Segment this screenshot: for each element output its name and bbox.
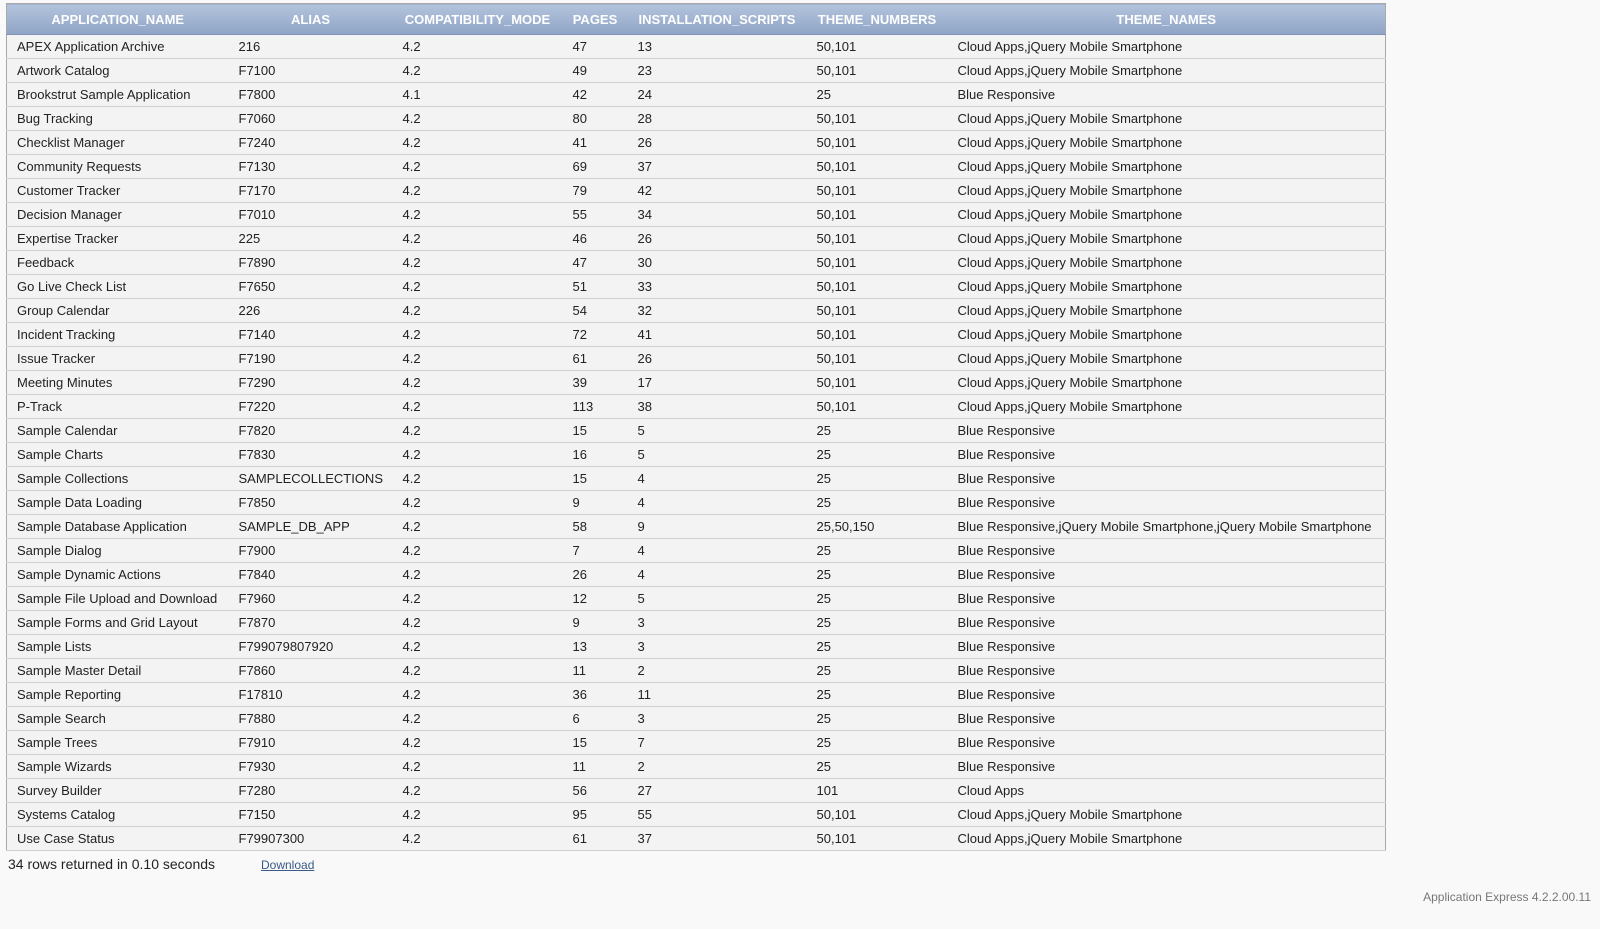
cell-theme-numbers: 25 (807, 755, 948, 779)
cell-compatibility-mode: 4.2 (393, 371, 563, 395)
cell-application-name: Group Calendar (7, 299, 229, 323)
cell-theme-names: Blue Responsive (948, 755, 1386, 779)
table-row (7, 755, 1386, 779)
cell-compatibility-mode: 4.2 (393, 827, 563, 851)
table-row (7, 275, 1386, 299)
table-row (7, 443, 1386, 467)
cell-theme-names: Cloud Apps,jQuery Mobile Smartphone (948, 347, 1386, 371)
cell-pages: 69 (563, 155, 628, 179)
table-row (7, 467, 1386, 491)
cell-alias: F7130 (229, 155, 393, 179)
cell-installation-scripts: 26 (628, 227, 807, 251)
cell-theme-names: Cloud Apps,jQuery Mobile Smartphone (948, 251, 1386, 275)
cell-application-name: Sample Search (7, 707, 229, 731)
cell-application-name: Community Requests (7, 155, 229, 179)
cell-installation-scripts: 5 (628, 587, 807, 611)
cell-theme-numbers: 25 (807, 539, 948, 563)
cell-installation-scripts: 5 (628, 443, 807, 467)
cell-alias: 226 (229, 299, 393, 323)
cell-pages: 113 (563, 395, 628, 419)
cell-pages: 9 (563, 491, 628, 515)
cell-pages: 6 (563, 707, 628, 731)
cell-alias: F7860 (229, 659, 393, 683)
cell-compatibility-mode: 4.2 (393, 779, 563, 803)
cell-alias: F7240 (229, 131, 393, 155)
cell-theme-numbers: 50,101 (807, 179, 948, 203)
cell-installation-scripts: 32 (628, 299, 807, 323)
cell-theme-numbers: 101 (807, 779, 948, 803)
cell-application-name: Artwork Catalog (7, 59, 229, 83)
cell-theme-names: Cloud Apps,jQuery Mobile Smartphone (948, 803, 1386, 827)
cell-theme-numbers: 50,101 (807, 155, 948, 179)
column-header-theme-numbers: THEME_NUMBERS (807, 4, 948, 35)
cell-pages: 54 (563, 299, 628, 323)
cell-compatibility-mode: 4.2 (393, 563, 563, 587)
cell-application-name: Sample Data Loading (7, 491, 229, 515)
cell-installation-scripts: 38 (628, 395, 807, 419)
cell-theme-names: Cloud Apps,jQuery Mobile Smartphone (948, 395, 1386, 419)
table-row (7, 371, 1386, 395)
cell-theme-numbers: 25 (807, 563, 948, 587)
cell-application-name: Sample Forms and Grid Layout (7, 611, 229, 635)
cell-compatibility-mode: 4.2 (393, 467, 563, 491)
table-row (7, 131, 1386, 155)
cell-pages: 11 (563, 755, 628, 779)
cell-compatibility-mode: 4.2 (393, 395, 563, 419)
cell-application-name: Sample Trees (7, 731, 229, 755)
cell-theme-numbers: 25 (807, 635, 948, 659)
cell-compatibility-mode: 4.2 (393, 179, 563, 203)
column-header-installation-scripts: INSTALLATION_SCRIPTS (628, 4, 807, 35)
cell-alias: F7830 (229, 443, 393, 467)
cell-application-name: Issue Tracker (7, 347, 229, 371)
cell-installation-scripts: 34 (628, 203, 807, 227)
cell-pages: 49 (563, 59, 628, 83)
cell-application-name: Sample Reporting (7, 683, 229, 707)
cell-compatibility-mode: 4.2 (393, 227, 563, 251)
table-row (7, 659, 1386, 683)
cell-theme-numbers: 50,101 (807, 131, 948, 155)
cell-installation-scripts: 42 (628, 179, 807, 203)
cell-application-name: Bug Tracking (7, 107, 229, 131)
cell-installation-scripts: 3 (628, 707, 807, 731)
cell-theme-numbers: 25 (807, 731, 948, 755)
cell-installation-scripts: 33 (628, 275, 807, 299)
cell-compatibility-mode: 4.2 (393, 251, 563, 275)
cell-pages: 16 (563, 443, 628, 467)
cell-application-name: Sample Collections (7, 467, 229, 491)
cell-pages: 36 (563, 683, 628, 707)
cell-theme-names: Cloud Apps,jQuery Mobile Smartphone (948, 59, 1386, 83)
cell-compatibility-mode: 4.1 (393, 83, 563, 107)
cell-compatibility-mode: 4.2 (393, 587, 563, 611)
cell-installation-scripts: 26 (628, 131, 807, 155)
cell-application-name: Sample Database Application (7, 515, 229, 539)
cell-alias: F7010 (229, 203, 393, 227)
cell-alias: F7840 (229, 563, 393, 587)
cell-alias: SAMPLECOLLECTIONS (229, 467, 393, 491)
table-row (7, 563, 1386, 587)
table-row (7, 35, 1386, 59)
cell-alias: F7930 (229, 755, 393, 779)
cell-theme-names: Cloud Apps,jQuery Mobile Smartphone (948, 131, 1386, 155)
cell-alias: F7910 (229, 731, 393, 755)
table-row (7, 731, 1386, 755)
cell-application-name: Sample Dynamic Actions (7, 563, 229, 587)
table-row (7, 635, 1386, 659)
header-row (7, 4, 1386, 35)
cell-pages: 12 (563, 587, 628, 611)
cell-compatibility-mode: 4.2 (393, 443, 563, 467)
column-header-application-name: APPLICATION_NAME (7, 4, 229, 35)
table-row (7, 827, 1386, 851)
cell-theme-names: Cloud Apps,jQuery Mobile Smartphone (948, 275, 1386, 299)
cell-theme-names: Cloud Apps,jQuery Mobile Smartphone (948, 35, 1386, 59)
cell-application-name: Feedback (7, 251, 229, 275)
cell-compatibility-mode: 4.2 (393, 59, 563, 83)
cell-theme-numbers: 50,101 (807, 203, 948, 227)
cell-application-name: Survey Builder (7, 779, 229, 803)
cell-application-name: Meeting Minutes (7, 371, 229, 395)
cell-theme-names: Cloud Apps (948, 779, 1386, 803)
cell-theme-names: Blue Responsive (948, 683, 1386, 707)
cell-theme-names: Blue Responsive (948, 83, 1386, 107)
cell-alias: F799079807920 (229, 635, 393, 659)
cell-pages: 61 (563, 347, 628, 371)
cell-theme-names: Blue Responsive (948, 491, 1386, 515)
cell-pages: 79 (563, 179, 628, 203)
cell-theme-numbers: 50,101 (807, 395, 948, 419)
cell-installation-scripts: 23 (628, 59, 807, 83)
table-row (7, 779, 1386, 803)
cell-installation-scripts: 55 (628, 803, 807, 827)
cell-alias: F7850 (229, 491, 393, 515)
table-row (7, 539, 1386, 563)
cell-application-name: Use Case Status (7, 827, 229, 851)
column-header-alias: ALIAS (229, 4, 393, 35)
cell-installation-scripts: 2 (628, 659, 807, 683)
cell-compatibility-mode: 4.2 (393, 491, 563, 515)
cell-installation-scripts: 7 (628, 731, 807, 755)
cell-theme-numbers: 50,101 (807, 323, 948, 347)
cell-installation-scripts: 28 (628, 107, 807, 131)
cell-pages: 95 (563, 803, 628, 827)
cell-theme-numbers: 25 (807, 419, 948, 443)
cell-theme-numbers: 50,101 (807, 371, 948, 395)
cell-pages: 72 (563, 323, 628, 347)
cell-compatibility-mode: 4.2 (393, 659, 563, 683)
table-row (7, 395, 1386, 419)
cell-pages: 55 (563, 203, 628, 227)
cell-compatibility-mode: 4.2 (393, 323, 563, 347)
column-header-theme-names: THEME_NAMES (948, 4, 1386, 35)
cell-theme-numbers: 50,101 (807, 347, 948, 371)
cell-alias: F7880 (229, 707, 393, 731)
table-row (7, 179, 1386, 203)
cell-compatibility-mode: 4.2 (393, 299, 563, 323)
cell-theme-names: Blue Responsive (948, 443, 1386, 467)
table-row (7, 107, 1386, 131)
cell-theme-names: Cloud Apps,jQuery Mobile Smartphone (948, 371, 1386, 395)
cell-pages: 39 (563, 371, 628, 395)
cell-alias: F7900 (229, 539, 393, 563)
cell-theme-names: Blue Responsive (948, 419, 1386, 443)
cell-pages: 46 (563, 227, 628, 251)
table-row (7, 803, 1386, 827)
cell-theme-names: Blue Responsive (948, 587, 1386, 611)
cell-application-name: Brookstrut Sample Application (7, 83, 229, 107)
cell-compatibility-mode: 4.2 (393, 419, 563, 443)
cell-alias: F7960 (229, 587, 393, 611)
cell-compatibility-mode: 4.2 (393, 131, 563, 155)
cell-application-name: Sample Lists (7, 635, 229, 659)
cell-pages: 47 (563, 251, 628, 275)
cell-installation-scripts: 27 (628, 779, 807, 803)
cell-application-name: P-Track (7, 395, 229, 419)
cell-application-name: Sample Master Detail (7, 659, 229, 683)
cell-application-name: Go Live Check List (7, 275, 229, 299)
cell-theme-numbers: 50,101 (807, 803, 948, 827)
cell-installation-scripts: 30 (628, 251, 807, 275)
table-row (7, 251, 1386, 275)
cell-compatibility-mode: 4.2 (393, 203, 563, 227)
cell-theme-names: Cloud Apps,jQuery Mobile Smartphone (948, 107, 1386, 131)
table-row (7, 611, 1386, 635)
cell-compatibility-mode: 4.2 (393, 755, 563, 779)
cell-installation-scripts: 37 (628, 827, 807, 851)
column-header-pages: PAGES (563, 4, 628, 35)
cell-alias: F7140 (229, 323, 393, 347)
cell-alias: F7890 (229, 251, 393, 275)
cell-alias: F7280 (229, 779, 393, 803)
cell-pages: 56 (563, 779, 628, 803)
cell-alias: F7650 (229, 275, 393, 299)
table-row (7, 683, 1386, 707)
cell-theme-numbers: 50,101 (807, 227, 948, 251)
cell-theme-names: Cloud Apps,jQuery Mobile Smartphone (948, 323, 1386, 347)
cell-theme-names: Cloud Apps,jQuery Mobile Smartphone (948, 155, 1386, 179)
cell-pages: 11 (563, 659, 628, 683)
cell-alias: F7100 (229, 59, 393, 83)
table-row (7, 587, 1386, 611)
cell-installation-scripts: 3 (628, 635, 807, 659)
cell-installation-scripts: 5 (628, 419, 807, 443)
cell-alias: F7190 (229, 347, 393, 371)
download-link[interactable]: Download (261, 858, 315, 872)
cell-application-name: Sample File Upload and Download (7, 587, 229, 611)
cell-pages: 47 (563, 35, 628, 59)
cell-application-name: Sample Charts (7, 443, 229, 467)
cell-pages: 26 (563, 563, 628, 587)
cell-installation-scripts: 24 (628, 83, 807, 107)
table-row (7, 707, 1386, 731)
cell-installation-scripts: 11 (628, 683, 807, 707)
cell-pages: 58 (563, 515, 628, 539)
cell-theme-names: Blue Responsive (948, 467, 1386, 491)
cell-application-name: Checklist Manager (7, 131, 229, 155)
cell-compatibility-mode: 4.2 (393, 611, 563, 635)
cell-application-name: Sample Wizards (7, 755, 229, 779)
table-row (7, 491, 1386, 515)
cell-installation-scripts: 4 (628, 539, 807, 563)
table-row (7, 515, 1386, 539)
cell-theme-numbers: 25 (807, 659, 948, 683)
cell-compatibility-mode: 4.2 (393, 707, 563, 731)
cell-compatibility-mode: 4.2 (393, 539, 563, 563)
cell-pages: 7 (563, 539, 628, 563)
cell-application-name: Decision Manager (7, 203, 229, 227)
table-row (7, 203, 1386, 227)
cell-theme-names: Cloud Apps,jQuery Mobile Smartphone (948, 827, 1386, 851)
cell-application-name: Sample Calendar (7, 419, 229, 443)
cell-pages: 51 (563, 275, 628, 299)
cell-compatibility-mode: 4.2 (393, 107, 563, 131)
table-row (7, 59, 1386, 83)
cell-installation-scripts: 4 (628, 467, 807, 491)
cell-application-name: Systems Catalog (7, 803, 229, 827)
table-row (7, 323, 1386, 347)
cell-application-name: Incident Tracking (7, 323, 229, 347)
cell-alias: F7150 (229, 803, 393, 827)
cell-theme-numbers: 25 (807, 491, 948, 515)
cell-alias: F7870 (229, 611, 393, 635)
cell-alias: F7800 (229, 83, 393, 107)
cell-theme-numbers: 25 (807, 467, 948, 491)
cell-theme-numbers: 50,101 (807, 107, 948, 131)
cell-theme-names: Blue Responsive (948, 659, 1386, 683)
cell-theme-names: Cloud Apps,jQuery Mobile Smartphone (948, 299, 1386, 323)
cell-pages: 15 (563, 731, 628, 755)
table-row (7, 299, 1386, 323)
cell-compatibility-mode: 4.2 (393, 35, 563, 59)
results-table (6, 3, 1386, 851)
cell-compatibility-mode: 4.2 (393, 275, 563, 299)
cell-alias: F7170 (229, 179, 393, 203)
cell-theme-numbers: 50,101 (807, 59, 948, 83)
cell-pages: 9 (563, 611, 628, 635)
cell-theme-names: Blue Responsive (948, 539, 1386, 563)
cell-alias: 216 (229, 35, 393, 59)
cell-theme-numbers: 50,101 (807, 275, 948, 299)
cell-application-name: Sample Dialog (7, 539, 229, 563)
cell-installation-scripts: 41 (628, 323, 807, 347)
cell-theme-names: Cloud Apps,jQuery Mobile Smartphone (948, 227, 1386, 251)
cell-alias: F17810 (229, 683, 393, 707)
cell-pages: 15 (563, 419, 628, 443)
table-row (7, 155, 1386, 179)
cell-compatibility-mode: 4.2 (393, 635, 563, 659)
cell-pages: 15 (563, 467, 628, 491)
cell-compatibility-mode: 4.2 (393, 155, 563, 179)
cell-pages: 61 (563, 827, 628, 851)
cell-installation-scripts: 37 (628, 155, 807, 179)
cell-theme-names: Blue Responsive (948, 707, 1386, 731)
cell-installation-scripts: 26 (628, 347, 807, 371)
cell-theme-names: Blue Responsive (948, 611, 1386, 635)
cell-compatibility-mode: 4.2 (393, 683, 563, 707)
cell-theme-names: Blue Responsive,jQuery Mobile Smartphone,jQuery Mobile Smartphone (948, 515, 1386, 539)
column-header-compatibility-mode: COMPATIBILITY_MODE (393, 4, 563, 35)
cell-compatibility-mode: 4.2 (393, 731, 563, 755)
cell-theme-numbers: 25 (807, 611, 948, 635)
cell-theme-numbers: 25 (807, 683, 948, 707)
cell-theme-numbers: 25 (807, 707, 948, 731)
cell-compatibility-mode: 4.2 (393, 803, 563, 827)
cell-theme-names: Blue Responsive (948, 563, 1386, 587)
cell-application-name: APEX Application Archive (7, 35, 229, 59)
cell-alias: F79907300 (229, 827, 393, 851)
cell-installation-scripts: 3 (628, 611, 807, 635)
cell-installation-scripts: 17 (628, 371, 807, 395)
cell-theme-numbers: 25 (807, 587, 948, 611)
cell-theme-names: Blue Responsive (948, 731, 1386, 755)
cell-alias: F7060 (229, 107, 393, 131)
cell-theme-numbers: 25 (807, 443, 948, 467)
cell-pages: 41 (563, 131, 628, 155)
table-row (7, 227, 1386, 251)
cell-compatibility-mode: 4.2 (393, 347, 563, 371)
cell-alias: F7290 (229, 371, 393, 395)
cell-theme-numbers: 50,101 (807, 827, 948, 851)
cell-theme-numbers: 50,101 (807, 299, 948, 323)
cell-theme-numbers: 50,101 (807, 251, 948, 275)
results-report (6, 3, 1386, 851)
rows-returned-text: 34 rows returned in 0.10 seconds (8, 856, 216, 872)
cell-pages: 13 (563, 635, 628, 659)
cell-theme-names: Cloud Apps,jQuery Mobile Smartphone (948, 179, 1386, 203)
version-text: Application Express 4.2.2.00.11 (1423, 890, 1591, 904)
cell-installation-scripts: 9 (628, 515, 807, 539)
cell-alias: F7220 (229, 395, 393, 419)
cell-alias: SAMPLE_DB_APP (229, 515, 393, 539)
cell-installation-scripts: 4 (628, 491, 807, 515)
cell-theme-numbers: 25 (807, 83, 948, 107)
cell-theme-numbers: 25,50,150 (807, 515, 948, 539)
cell-alias: 225 (229, 227, 393, 251)
cell-installation-scripts: 13 (628, 35, 807, 59)
cell-theme-names: Cloud Apps,jQuery Mobile Smartphone (948, 203, 1386, 227)
table-row (7, 83, 1386, 107)
cell-installation-scripts: 4 (628, 563, 807, 587)
cell-application-name: Expertise Tracker (7, 227, 229, 251)
cell-application-name: Customer Tracker (7, 179, 229, 203)
cell-theme-numbers: 50,101 (807, 35, 948, 59)
cell-installation-scripts: 2 (628, 755, 807, 779)
table-row (7, 347, 1386, 371)
cell-theme-names: Blue Responsive (948, 635, 1386, 659)
cell-alias: F7820 (229, 419, 393, 443)
cell-pages: 42 (563, 83, 628, 107)
table-row (7, 419, 1386, 443)
cell-pages: 80 (563, 107, 628, 131)
cell-compatibility-mode: 4.2 (393, 515, 563, 539)
